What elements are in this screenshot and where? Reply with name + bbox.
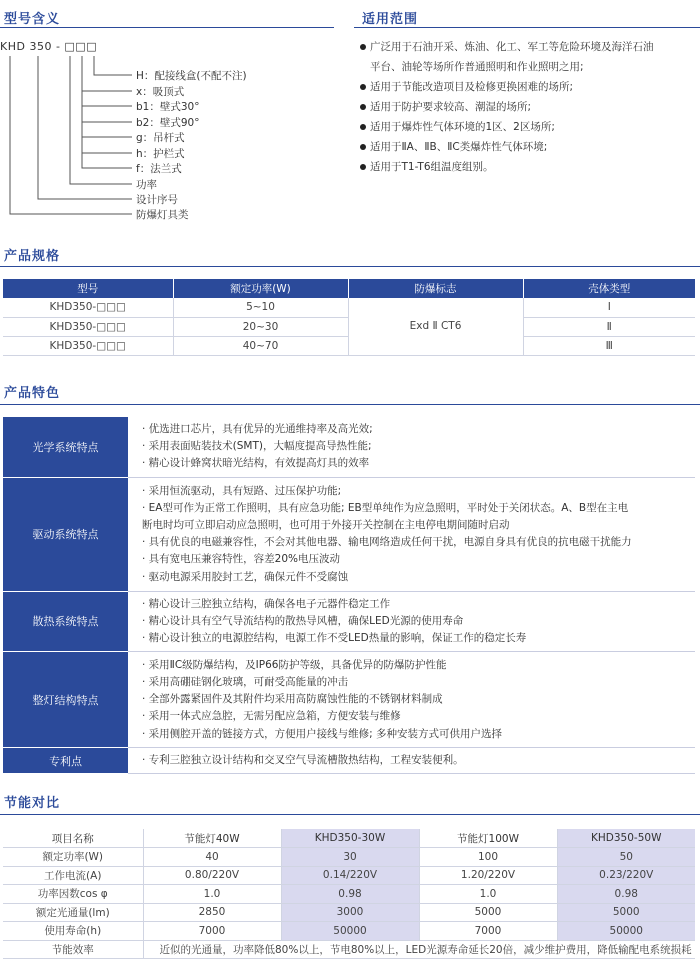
scope-item: 适用于ⅡA、ⅡB、ⅡC类爆炸性气体环境; bbox=[360, 137, 695, 157]
energy-cell: 3000 bbox=[281, 903, 419, 922]
feature-group-patent bbox=[3, 748, 695, 774]
energy-cell: 2850 bbox=[143, 903, 281, 922]
spec-power: 5~10 bbox=[173, 298, 348, 317]
spec-power: 40~70 bbox=[173, 336, 348, 355]
energy-cell: 5000 bbox=[419, 903, 557, 922]
tree-item-pendant: g：吊杆式 bbox=[136, 132, 185, 144]
feature-lines bbox=[128, 477, 695, 591]
energy-cell: 1.0 bbox=[419, 885, 557, 904]
tree-item-design-no: 设计序号 bbox=[136, 194, 178, 206]
spec-shell: Ⅰ bbox=[523, 298, 695, 317]
tree-item-junction-box: H：配接线盒(不配不注) bbox=[136, 70, 247, 82]
feature-line: · 精心设计蜂窝状暗光结构，有效提高灯具的效率 bbox=[142, 457, 370, 470]
feature-group-optical bbox=[3, 417, 695, 477]
energy-cell: 7000 bbox=[143, 922, 281, 941]
energy-col-header: 节能灯100W bbox=[419, 829, 557, 848]
tree-item-guardrail: h：护栏式 bbox=[136, 148, 185, 160]
energy-cell: 1.20/220V bbox=[419, 866, 557, 885]
energy-row bbox=[3, 903, 695, 922]
feature-lines bbox=[128, 591, 695, 652]
feature-line: · EA型可作为正常工作照明，具有应急功能; EB型单纯作为应急照明，平时处于关闭状态。A、B型在主电 bbox=[142, 501, 629, 514]
model-meaning-heading: 型号含义 bbox=[4, 12, 61, 27]
specs-rule bbox=[0, 266, 700, 267]
feature-line: · 具有宽电压兼容特性，容差20%电压波动 bbox=[142, 553, 341, 566]
energy-cell: 50 bbox=[557, 848, 695, 867]
specs-col-header: 壳体类型 bbox=[523, 279, 695, 298]
feature-group-thermal bbox=[3, 591, 695, 652]
energy-header-row bbox=[3, 829, 695, 848]
energy-cell: 0.98 bbox=[557, 885, 695, 904]
energy-col-header: 项目名称 bbox=[3, 829, 143, 848]
scope-item: 广泛用于石油开采、炼油、化工、军工等危险环境及海洋石油 bbox=[360, 37, 695, 57]
feature-line: · 精心设计具有空气导流结构的散热导风槽，确保LED光源的使用寿命 bbox=[142, 614, 464, 627]
energy-row bbox=[3, 866, 695, 885]
feature-category: 散热系统特点 bbox=[3, 591, 128, 652]
spec-ex-mark: Exd Ⅱ CT6 bbox=[348, 298, 523, 355]
energy-cell: 7000 bbox=[419, 922, 557, 941]
feature-line: · 采用一体式应急腔，无需另配应急箱，方便安装与维修 bbox=[142, 710, 401, 723]
energy-cell: 额定功率(W) bbox=[3, 848, 143, 867]
model-code: KHD 350 - □□□ bbox=[0, 40, 98, 53]
feature-group-structure bbox=[3, 652, 695, 748]
tree-item-flange: f：法兰式 bbox=[136, 163, 182, 175]
energy-cell: 使用寿命(h) bbox=[3, 922, 143, 941]
feature-lines bbox=[128, 417, 695, 477]
feature-line: · 精心设计三腔独立结构，确保各电子元器件稳定工作 bbox=[142, 597, 391, 610]
energy-heading: 节能对比 bbox=[4, 796, 61, 811]
scope-item: 适用于T1-T6组温度组别。 bbox=[360, 157, 695, 177]
scope-item: 适用于防护要求较高、潮湿的场所; bbox=[360, 97, 695, 117]
energy-row bbox=[3, 885, 695, 904]
scope-item-continuation: 平台、油轮等场所作普通照明和作业照明之用; bbox=[370, 61, 584, 73]
spec-model: KHD350-□□□ bbox=[3, 336, 173, 355]
energy-note-label: 节能效率 bbox=[3, 940, 143, 959]
specs-header-row bbox=[3, 279, 695, 298]
energy-cell: 40 bbox=[143, 848, 281, 867]
branch-h bbox=[94, 56, 132, 75]
feature-category: 专利点 bbox=[3, 748, 128, 774]
energy-note-row bbox=[3, 940, 695, 959]
feature-category: 光学系统特点 bbox=[3, 417, 128, 477]
energy-note: 近似的光通量，功率降低80%以上，节电80%以上，LED光源寿命延长20倍，减少维护费用，降低输配电系统损耗 bbox=[143, 940, 695, 959]
feature-group-driver bbox=[3, 477, 695, 591]
specs-col-header: 型号 bbox=[3, 279, 173, 298]
feature-line: · 采用侧腔开盖的链接方式，方便用户接线与维修; 多种安装方式可供用户选择 bbox=[142, 727, 503, 740]
tree-item-power: 功率 bbox=[136, 179, 157, 191]
feature-line: · 全部外露紧固件及其附件均采用高防腐蚀性能的不锈钢材料制成 bbox=[142, 693, 443, 706]
tree-item-wall-90: b2：壁式90° bbox=[136, 117, 200, 129]
spec-model: KHD350-□□□ bbox=[3, 298, 173, 317]
features-table bbox=[3, 417, 695, 774]
scope-item: 适用于爆炸性气体环境的1区、2区场所; bbox=[360, 117, 695, 137]
feature-line: 断电时均可立即启动应急照明，也可用于外接开关控制在主电停电期间随时启动 bbox=[142, 518, 510, 531]
energy-col-header: KHD350-30W bbox=[281, 829, 419, 848]
tree-item-lamp-class: 防爆灯具类 bbox=[136, 209, 189, 221]
energy-cell: 额定光通量(lm) bbox=[3, 903, 143, 922]
feature-line: · 优选进口芯片，具有优异的光通维持率及高光效; bbox=[142, 423, 373, 435]
energy-cell: 100 bbox=[419, 848, 557, 867]
feature-line: · 采用恒流驱动，具有短路、过压保护功能; bbox=[142, 484, 342, 497]
energy-row bbox=[3, 922, 695, 941]
feature-line: · 精心设计独立的电源腔结构，电源工作不受LED热量的影响，保证工作的稳定长寿 bbox=[142, 632, 527, 645]
feature-line: · 采用表面贴装技术(SMT)，大幅度提高导热性能; bbox=[142, 440, 372, 453]
feature-lines bbox=[128, 652, 695, 748]
features-rule bbox=[0, 404, 700, 405]
specs-heading: 产品规格 bbox=[4, 249, 61, 264]
feature-line: · 驱动电源采用胶封工艺，确保元件不受腐蚀 bbox=[142, 570, 349, 583]
spec-shell: Ⅲ bbox=[523, 336, 695, 355]
scope-item: 适用于节能改造项目及检修更换困难的场所; bbox=[360, 77, 695, 97]
scope-rule bbox=[354, 27, 700, 28]
energy-cell: 0.14/220V bbox=[281, 866, 419, 885]
energy-table bbox=[3, 829, 695, 959]
energy-cell: 0.98 bbox=[281, 885, 419, 904]
energy-cell: 工作电流(A) bbox=[3, 866, 143, 885]
feature-line: · 采用ⅡC级防爆结构，及IP66防护等级，具备优异的防爆防护性能 bbox=[142, 658, 447, 671]
feature-category: 驱动系统特点 bbox=[3, 477, 128, 591]
energy-rule bbox=[0, 814, 700, 815]
energy-row bbox=[3, 848, 695, 867]
specs-row bbox=[3, 298, 695, 317]
energy-cell: 30 bbox=[281, 848, 419, 867]
specs-table bbox=[3, 279, 695, 356]
tree-item-ceiling: x：吸顶式 bbox=[136, 86, 185, 98]
spec-shell: Ⅱ bbox=[523, 317, 695, 336]
spec-power: 20~30 bbox=[173, 317, 348, 336]
tree-item-wall-30: b1：壁式30° bbox=[136, 101, 200, 113]
scope-heading: 适用范围 bbox=[362, 12, 419, 27]
feature-category: 整灯结构特点 bbox=[3, 652, 128, 748]
energy-cell: 功率因数cos φ bbox=[3, 885, 143, 904]
specs-col-header: 额定功率(W) bbox=[173, 279, 348, 298]
energy-cell: 5000 bbox=[557, 903, 695, 922]
feature-line: · 专利三腔独立设计结构和交叉空气导流槽散热结构，工程安装便利。 bbox=[142, 754, 464, 767]
scope-list bbox=[360, 37, 695, 177]
energy-cell: 1.0 bbox=[143, 885, 281, 904]
specs-col-header: 防爆标志 bbox=[348, 279, 523, 298]
features-heading: 产品特色 bbox=[4, 386, 61, 401]
energy-cell: 50000 bbox=[281, 922, 419, 941]
feature-line: · 采用高硼硅钢化玻璃，可耐受高能量的冲击 bbox=[142, 675, 349, 688]
feature-lines bbox=[128, 748, 695, 774]
energy-col-header: KHD350-50W bbox=[557, 829, 695, 848]
energy-cell: 50000 bbox=[557, 922, 695, 941]
feature-line: · 具有优良的电磁兼容性，不会对其他电器、输电网络造成任何干扰，电源自身具有优良的抗电磁干扰能力 bbox=[142, 536, 632, 549]
energy-cell: 0.23/220V bbox=[557, 866, 695, 885]
energy-cell: 0.80/220V bbox=[143, 866, 281, 885]
energy-col-header: 节能灯40W bbox=[143, 829, 281, 848]
spec-model: KHD350-□□□ bbox=[3, 317, 173, 336]
